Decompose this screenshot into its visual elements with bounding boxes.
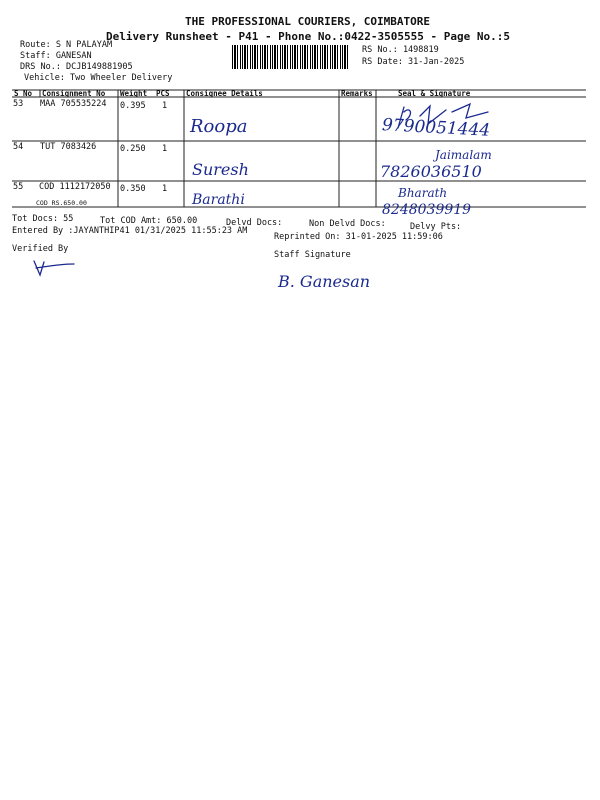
row-cod-amount: COD RS.650.00 (36, 199, 87, 207)
verified-by: Verified By (12, 244, 69, 254)
consignee-handwritten: Roopa (190, 116, 248, 137)
drs-number: DRS No.: DCJB149881905 (20, 62, 133, 72)
runsheet-subtitle: Delivery Runsheet - P41 - Phone No.:0422-3505555 - Page No.:5 (106, 30, 510, 43)
staff: Staff: GANESAN (20, 51, 92, 61)
row-weight: 0.350 (120, 184, 146, 194)
total-cod-amount: Tot COD Amt: 650.00 (100, 216, 198, 226)
delivery-points: Delvy Pts: (410, 222, 462, 232)
col-consignee: Consignee Details (186, 89, 263, 98)
signature-name: Jaimalam (435, 148, 492, 162)
row-sno: 54 (13, 142, 24, 152)
signature-scribble (398, 104, 488, 128)
col-consignment: Consignment No (42, 89, 106, 98)
row-pcs: 1 (162, 101, 168, 111)
signature-name: Bharath (398, 186, 448, 200)
staff-signature-label: Staff Signature (274, 250, 351, 260)
delivered-docs: Delvd Docs: (226, 218, 283, 228)
col-signature: Seal & Signature (398, 89, 471, 98)
row-sno: 53 (13, 99, 24, 109)
total-docs: Tot Docs: 55 (12, 214, 74, 224)
col-weight: Weight (120, 89, 148, 98)
row-consignment: COD 1112172050 (39, 182, 111, 192)
row-weight: 0.250 (120, 144, 146, 154)
row-sno: 55 (13, 182, 24, 192)
row-consignment: MAA 705535224 (40, 99, 107, 109)
consignee-handwritten: Barathi (192, 192, 245, 208)
non-delivered-docs: Non Delvd Docs: (309, 219, 386, 229)
signature-scribble (34, 261, 74, 275)
signature-phone: 9790051444 (381, 115, 491, 141)
entered-by: Entered By :JAYANTHIP41 01/31/2025 11:55:23 AM (12, 226, 248, 236)
row-weight: 0.395 (120, 101, 146, 111)
col-pcs: PCS (156, 89, 170, 98)
staff-signature-handwritten: B. Ganesan (278, 272, 371, 291)
route: Route: S N PALAYAM (20, 40, 113, 50)
row-consignment: TUT 7083426 (40, 142, 97, 152)
row-pcs: 1 (162, 144, 168, 154)
consignee-handwritten: Suresh (192, 160, 249, 179)
row-pcs: 1 (162, 184, 168, 194)
signature-phone: 7826036510 (380, 162, 482, 181)
rs-number: RS No.: 1498819 (362, 45, 439, 55)
col-remarks: Remarks (341, 89, 373, 98)
vehicle: Vehicle: Two Wheeler Delivery (24, 73, 173, 83)
rs-date: RS Date: 31-Jan-2025 (362, 57, 465, 67)
reprinted-on: Reprinted On: 31-01-2025 11:59:06 (274, 232, 443, 242)
signature-phone: 8248039919 (382, 202, 472, 218)
col-sno: S No (14, 89, 33, 98)
company-name: THE PROFESSIONAL COURIERS, COIMBATORE (185, 15, 431, 28)
